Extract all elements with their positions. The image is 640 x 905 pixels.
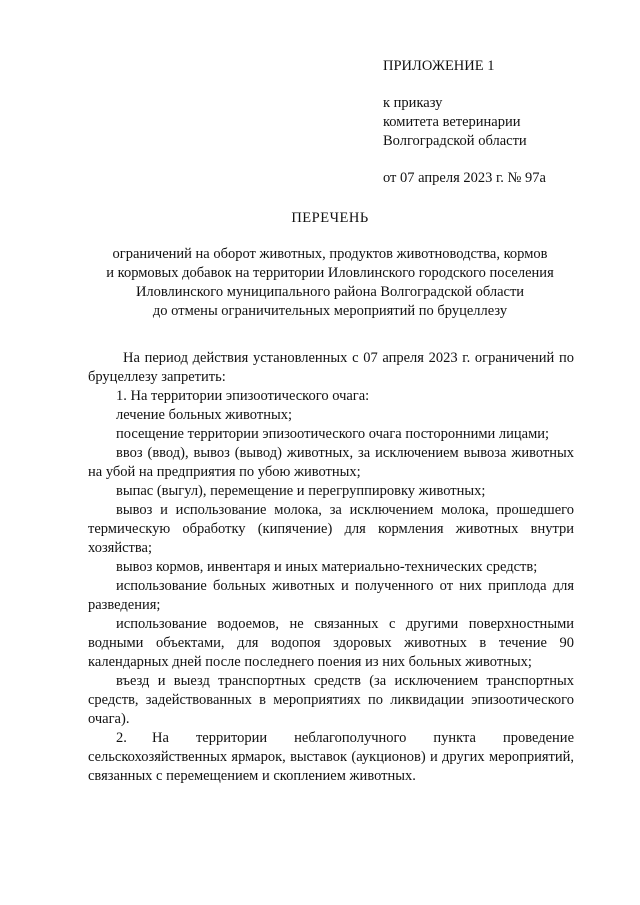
- item2-paragraph: [88, 729, 574, 786]
- subtitle-line: и кормовых добавок на территории Иловлинского городского поселения: [106, 265, 554, 281]
- list-item: выпас (выгул), перемещение и перегруппировку животных;: [116, 483, 486, 499]
- appendix-line-3: Волгоградской области: [383, 133, 527, 149]
- intro-paragraph: На период действия установленных с 07 апреля 2023 г. ограничений по бруцеллезу запретить:: [88, 350, 574, 385]
- list-item: использование больных животных и полученного от них приплода для разведения;: [88, 578, 574, 613]
- list-item: вывоз и использование молока, за исключением молока, прошедшего термическую обработку (кипячение) для кормления животных внутри хозяйства;: [88, 502, 574, 556]
- document-title: ПЕРЕЧЕНЬ: [291, 210, 369, 226]
- item1-heading: 1. На территории эпизоотического очага:: [116, 388, 370, 404]
- appendix-line-1: к приказу: [383, 95, 443, 111]
- item2-text: На территории неблагополучного пункта проведение сельскохозяйственных ярмарок, выставок (аукционов) и других мероприятий, связанных с перемещением и скоплением животных.: [88, 730, 574, 784]
- subtitle-line: до отмены ограничительных мероприятий по бруцеллезу: [152, 303, 508, 319]
- list-item: въезд и выезд транспортных средств (за исключением транспортных средств, задействованных в мероприятиях по ликвидации эпизоотического очага).: [88, 673, 574, 727]
- subtitle-line: Иловлинского муниципального района Волгоградской области: [135, 284, 525, 300]
- list-item: использование водоемов, не связанных с другими поверхностными водными объектами, для водопоя здоровых животных в течение 90 календарных дней после последнего поения из них больных животных;: [88, 616, 574, 670]
- appendix-date: от 07 апреля 2023 г. № 97а: [383, 170, 546, 186]
- list-item: вывоз кормов, инвентаря и иных материально-технических средств;: [116, 559, 538, 575]
- document-body: [88, 349, 574, 786]
- appendix-block: [383, 57, 546, 188]
- list-item: посещение территории эпизоотического очага посторонними лицами;: [116, 426, 550, 442]
- list-item: лечение больных животных;: [116, 407, 292, 423]
- list-item: ввоз (ввод), вывоз (вывод) животных, за исключением вывоза животных на убой на предприятия по убою животных;: [88, 445, 574, 480]
- appendix-line-2: комитета ветеринарии: [383, 114, 521, 130]
- subtitle-line: ограничений на оборот животных, продуктов животноводства, кормов: [112, 246, 548, 262]
- item2-number: 2.: [116, 730, 127, 746]
- appendix-title: ПРИЛОЖЕНИЕ 1: [383, 58, 495, 74]
- document-subtitle: [60, 245, 600, 321]
